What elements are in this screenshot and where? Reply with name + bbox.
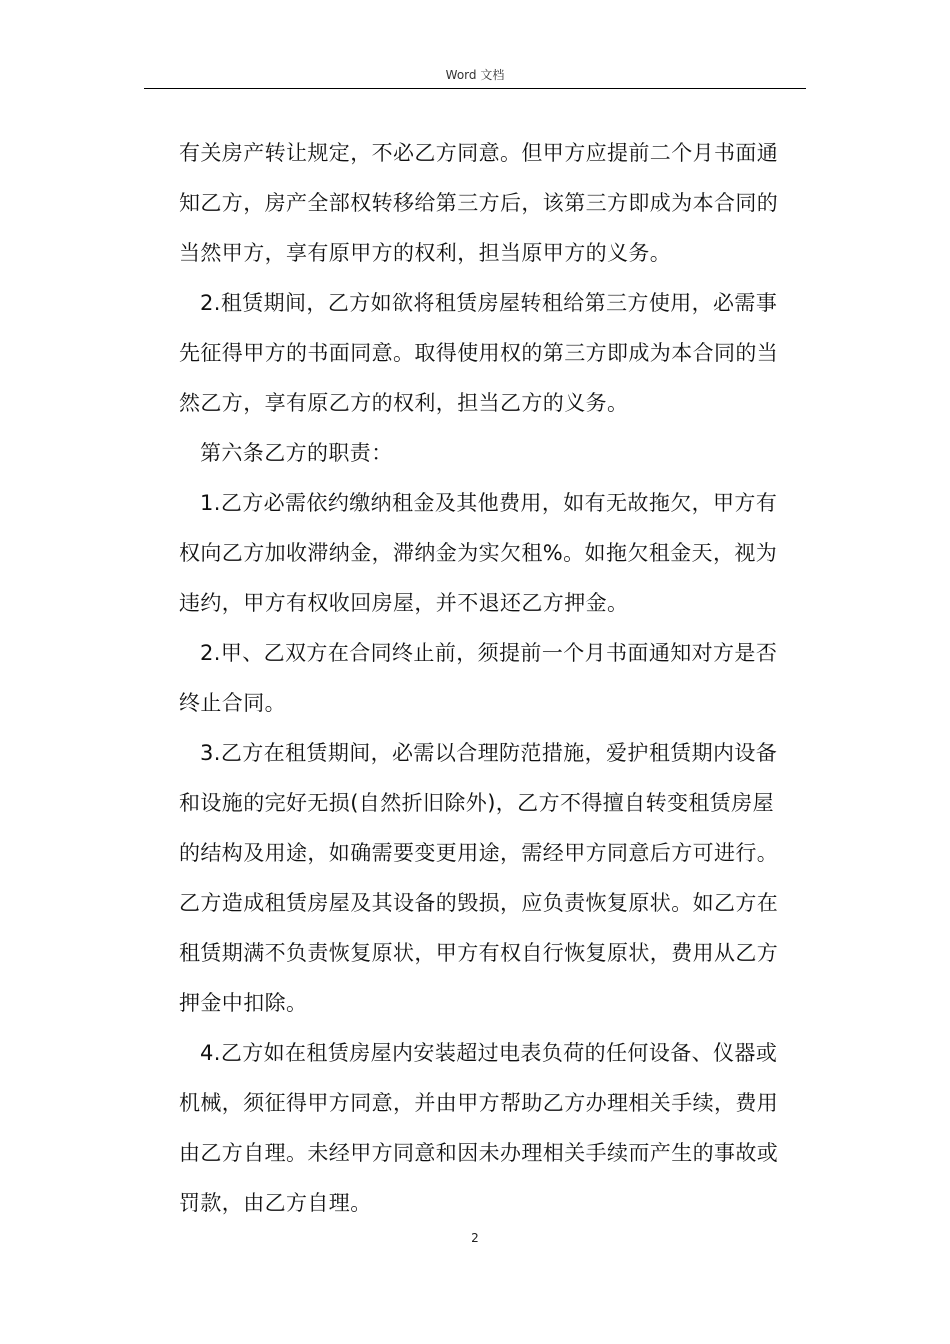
body-line: 先征得甲方的书面同意。取得使用权的第三方即成为本合同的当 [179,341,779,365]
body-line: 2.甲、乙双方在合同终止前，须提前一个月书面通知对方是否 [200,641,778,665]
body-line: 2.租赁期间，乙方如欲将租赁房屋转租给第三方使用，必需事 [200,291,778,315]
body-line: 机械，须征得甲方同意，并由甲方帮助乙方办理相关手续，费用 [179,1091,779,1115]
body-line: 第六条乙方的职责： [200,441,393,465]
body-line: 和设施的完好无损(自然折旧除外)，乙方不得擅自转变租赁房屋 [179,791,774,815]
body-line: 当然甲方，享有原甲方的权利，担当原甲方的义务。 [179,241,672,265]
body-line: 终止合同。 [179,691,286,715]
body-line: 违约，甲方有权收回房屋，并不退还乙方押金。 [179,591,629,615]
body-line: 由乙方自理。未经甲方同意和因未办理相关手续而产生的事故或 [179,1141,779,1165]
body-line: 知乙方，房产全部权转移给第三方后，该第三方即成为本合同的 [179,191,779,215]
body-line: 4.乙方如在租赁房屋内安装超过电表负荷的任何设备、仪器或 [200,1041,778,1065]
body-line: 1.乙方必需依约缴纳租金及其他费用，如有无故拖欠，甲方有 [200,491,778,515]
header-title: Word 文档 [445,68,505,82]
header-divider [144,88,806,89]
page-number: 2 [471,1231,479,1245]
body-line: 罚款，由乙方自理。 [179,1191,372,1215]
body-line: 乙方造成租赁房屋及其设备的毁损，应负责恢复原状。如乙方在 [179,891,779,915]
body-line: 权向乙方加收滞纳金，滞纳金为实欠租%。如拖欠租金天，视为 [179,541,778,565]
body-line: 租赁期满不负责恢复原状，甲方有权自行恢复原状，费用从乙方 [179,941,779,965]
body-line: 的结构及用途，如确需要变更用途，需经甲方同意后方可进行。 [179,841,779,865]
body-line: 然乙方，享有原乙方的权利，担当乙方的义务。 [179,391,629,415]
body-line: 3.乙方在租赁期间，必需以合理防范措施，爱护租赁期内设备 [200,741,778,765]
body-line: 押金中扣除。 [179,991,308,1015]
document-body [179,128,807,1228]
body-line: 有关房产转让规定，不必乙方同意。但甲方应提前二个月书面通 [179,141,779,165]
